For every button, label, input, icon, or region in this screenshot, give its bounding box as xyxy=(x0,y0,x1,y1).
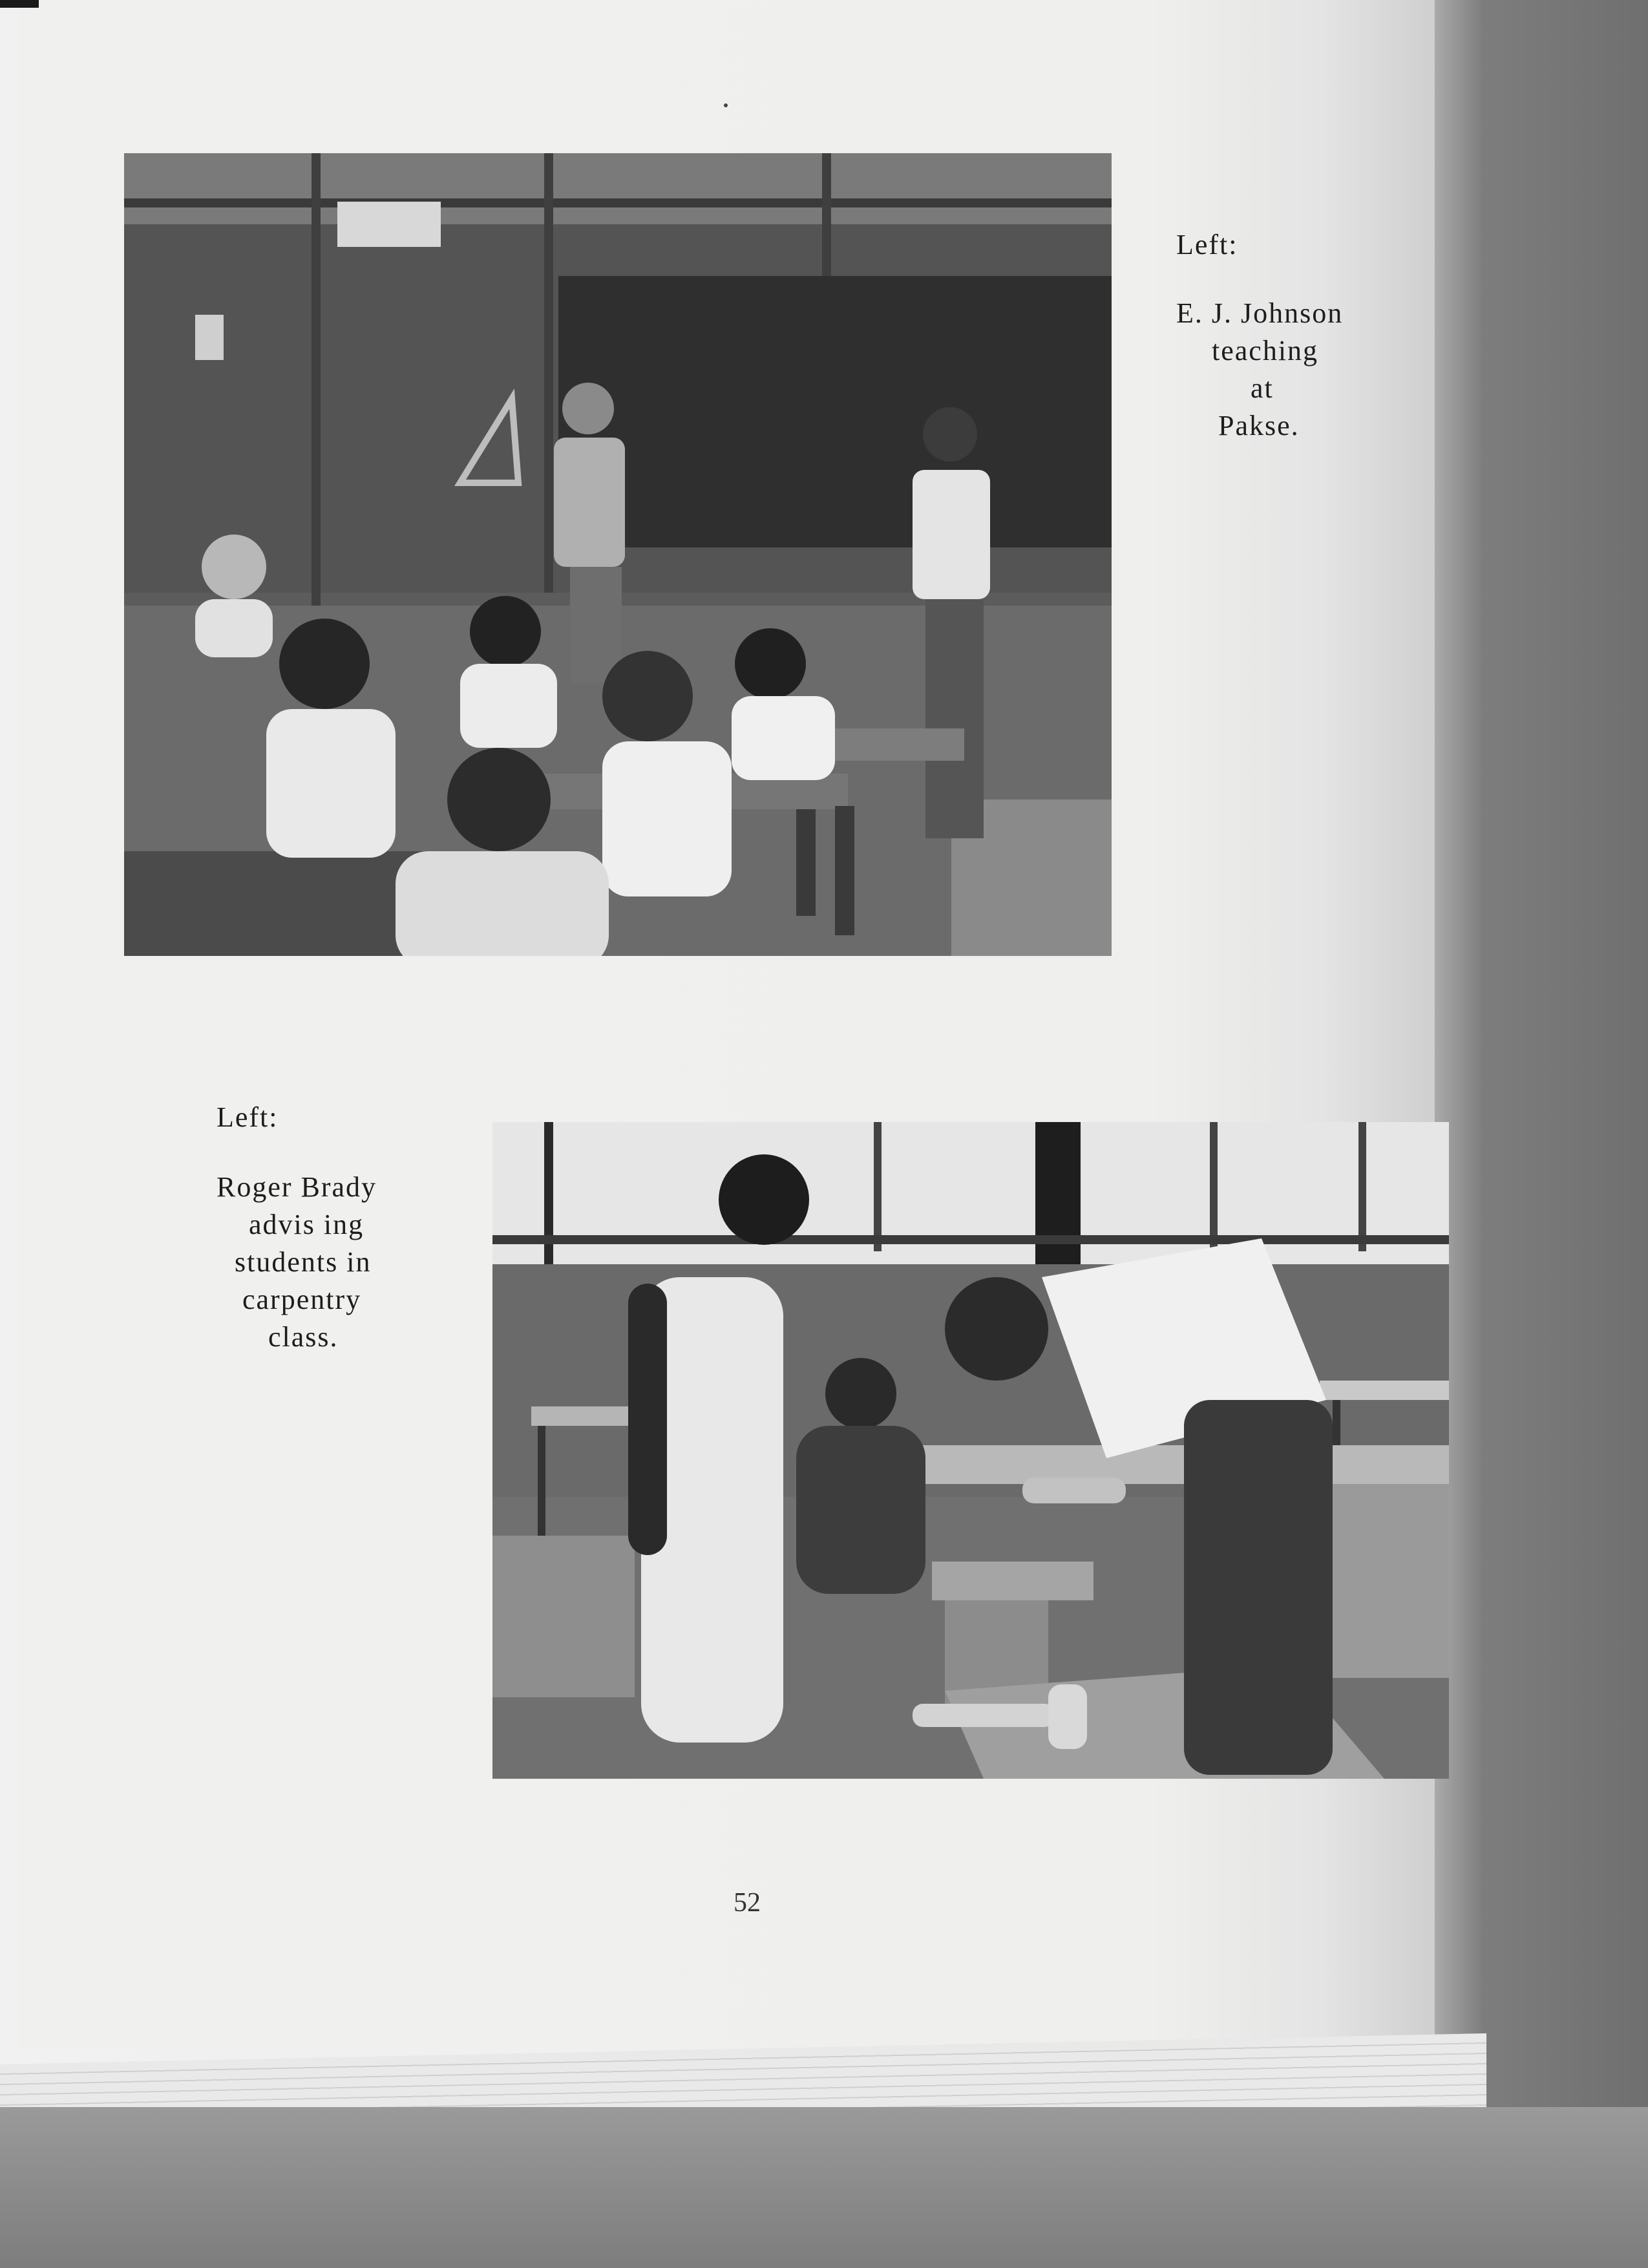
carpentry-photo xyxy=(492,1122,1449,1779)
caption-line: carpentry xyxy=(242,1284,362,1315)
caption-line: students in xyxy=(235,1246,372,1278)
caption-line: teaching xyxy=(1212,335,1319,366)
speck xyxy=(724,103,728,107)
scan-corner-mark xyxy=(0,0,39,8)
caption-line: advis ing xyxy=(249,1209,364,1240)
caption-line: E. J. Johnson xyxy=(1176,297,1344,329)
caption-heading: Left: xyxy=(217,1101,279,1133)
caption-line: Roger Brady xyxy=(217,1171,377,1203)
caption-line: class. xyxy=(268,1321,339,1353)
caption-line: at xyxy=(1251,372,1274,404)
classroom-caption xyxy=(1176,226,1409,445)
caption-line: Pakse. xyxy=(1218,410,1300,441)
carpentry-caption xyxy=(217,1099,475,1356)
scan-shadow xyxy=(0,2107,1648,2268)
page-number: 52 xyxy=(734,1888,761,1918)
caption-heading: Left: xyxy=(1176,229,1238,260)
classroom-photo xyxy=(124,153,1112,956)
